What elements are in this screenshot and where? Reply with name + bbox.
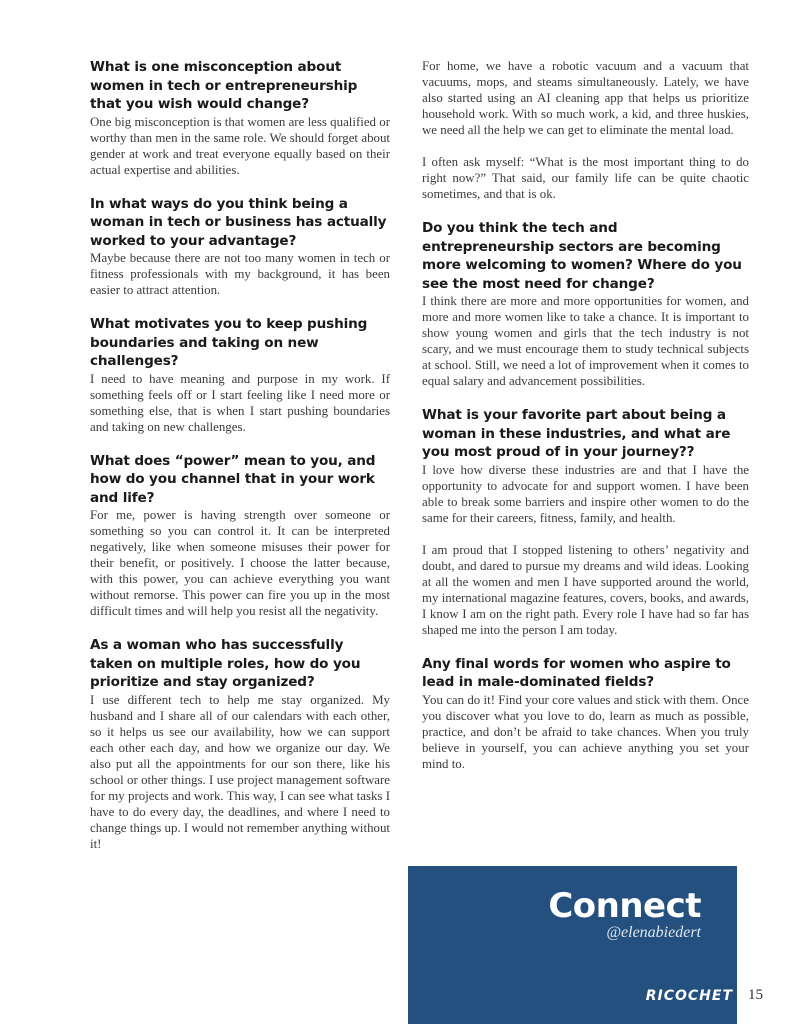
answer-paragraph: I love how diverse these industries are and that I have the opportunity to advocate for and support women. I have been able to break some barriers and inspire other women to do the same for their careers, fitness, family, and health. [422,462,749,525]
question-heading: What does “power” mean to you, and how do you channel that in your work and life? [90,452,376,506]
question-heading: What motivates you to keep pushing boundaries and taking on new challenges? [90,316,368,369]
answer-paragraph: I need to have meaning and purpose in my work. If something feels off or I start feeling like I need more or something else, that is when I start pushing boundaries and taking on new challenges. [90,371,390,434]
answer-paragraph: I use different tech to help me stay organized. My husband and I share all of our calendars with each other, so it helps us see our availability, how we can support each other each day, and how we organize our day. We also put all the appointments for our son there, like his school or other things. I use project management software for my projects and work. This way, I can see what tasks I have to do every day, the deadlines, and where I need to change things up. I would not remember anything without it! [90,692,390,851]
answer-paragraph: I think there are more and more opportunities for women, and more and more women like to take a chance. It is important to show young women and girls that the tech industry is not scary, and we must encourage them to study technical subjects at school. Still, we need a lot of improvement when it comes to equal salary and advancement possibilities. [422,294,749,388]
page-number: 15 [748,987,763,1003]
magazine-logo: RICOCHET [645,988,733,1004]
question-heading: What is one misconception about women in tech or entrepreneurship that you wish would change? [90,59,358,112]
question-heading: What is your favorite part about being a woman in these industries, and what are you most proud of in your journey?? [422,407,731,460]
qa-block [90,315,390,435]
qa-block [90,452,390,620]
answer-paragraph: I am proud that I stopped listening to others’ negativity and doubt, and dared to pursue my dreams and wild ideas. Looking at all the women and men I have supported around the world, my international magazine features, covers, books, and awards, I know I am on the right path. Every role I have had so far has shaped me into the person I am today. [422,542,749,637]
connect-box [408,866,737,1024]
question-heading: In what ways do you think being a woman in tech or business has actually worked to your advantage? [90,195,387,249]
qa-block [90,58,390,178]
qa-block [90,195,390,299]
answer-paragraph: One big misconception is that women are less qualified or worthy than men in the same role. We should forget about gender at work and treat everyone equally based on their actual expertise and abilities. [90,114,390,177]
answer-paragraph: For home, we have a robotic vacuum and a vacuum that vacuums, mops, and steams simultaneously. Lately, we have also started using an AI cleaning app that helps us prioritize household work. With so much work, a kid, and three huskies, we need all the help we can get to eliminate the mental load. [422,59,749,137]
social-handle-link[interactable]: @elenabiedert [606,924,701,941]
right-column [422,58,749,789]
continued-answer [422,58,749,202]
qa-block [90,636,390,852]
qa-block [422,219,749,389]
connect-title: Connect [548,886,701,926]
answer-paragraph: For me, power is having strength over someone or something so you can control it. It can be interpreted negatively, like when someone misuses their power for their benefit, or positively. I choose the latter because, with this power, you can achieve everything you want without remorse. This power can fire you up in the most difficult times and will help you resist all the negativity. [90,508,390,618]
qa-block [422,655,749,772]
question-heading: Any final words for women who aspire to lead in male-dominated fields? [422,655,731,690]
answer-paragraph: Maybe because there are not too many women in tech or fitness professionals with my background, it has been easier to attract attention. [90,251,390,297]
question-heading: As a woman who has successfully taken on multiple roles, how do you prioritize and stay organized? [90,637,361,690]
question-heading: Do you think the tech and entrepreneurship sectors are becoming more welcoming to women? Where do you see the most need for change? [422,220,742,292]
answer-paragraph: I often ask myself: “What is the most important thing to do right now?” That said, our family life can be quite chaotic sometimes, and that is ok. [422,155,749,201]
qa-block [422,406,749,638]
answer-paragraph: You can do it! Find your core values and stick with them. Once you discover what you love to do, learn as much as possible, practice, and don’t be afraid to take chances. When you truly believe in yourself, you can achieve anything you set your mind to. [422,692,749,771]
left-column [90,58,390,869]
